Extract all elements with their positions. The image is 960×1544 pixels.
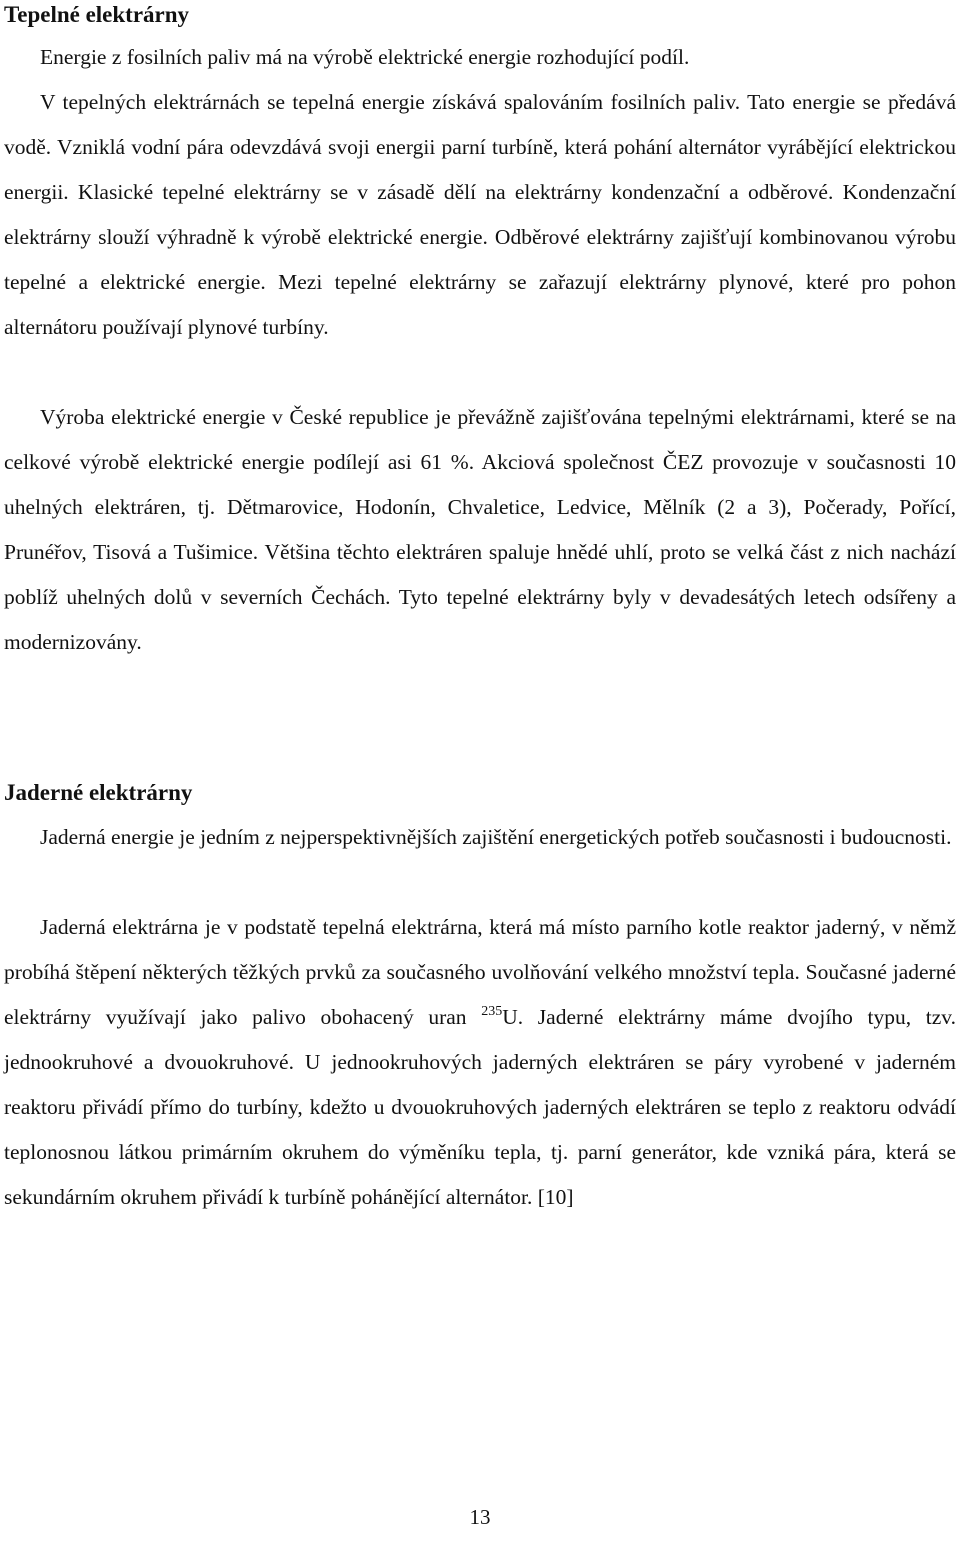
- isotope-mass-number: 235: [481, 1004, 503, 1019]
- nuclear-principle-text: Jaderná elektrárna je v podstatě tepelná elektrárna, která má místo parního kotle reaktor jaderný, v němž probíhá štěpení některých těžkých prvků za současného uvolňování velkého množství tepla. Současné jaderné elektrárny využívají jako palivo obohacený uran: [4, 915, 956, 1029]
- section-heading-thermal: Tepelné elektrárny: [4, 2, 190, 27]
- paragraph-thermal-principle: V tepelných elektrárnách se tepelná energie získává spalováním fosilních paliv. Tato energie se předává vodě. Vzniklá vodní pára odevzdává svoji energii parní turbíně, která pohání alternátor vyrábějící elektrickou energii. Klasické tepelné elektrárny se v zásadě dělí na elektrárny kondenzační a odběrové. Kondenzační elektrárny slouží výhradně k výrobě elektrické energie. Odběrové elektrárny zajišťují kombinovanou výrobu tepelné a elektrické energie. Mezi tepelné elektrárny se zařazují elektrárny plynové, které pro pohon alternátoru používají plynové turbíny.: [4, 90, 956, 339]
- paragraph-nuclear-principle: [4, 905, 956, 1220]
- paragraph-czech-production: Výroba elektrické energie v České republice je převážně zajišťována tepelnými elektrárnami, které se na celkové výrobě elektrické energie podílejí asi 61 %. Akciová společnost ČEZ provozuje v současnosti 10 uhelných elektráren, tj. Dětmarovice, Hodonín, Chvaletice, Ledvice, Mělník (2 a 3), Počerady, Pořící, Prunéřov, Tisová a Tušimice. Většina těchto elektráren spaluje hnědé uhlí, proto se velká část z nich nachází poblíž uhelných dolů v severních Čechách. Tyto tepelné elektrárny byly v devadesátých letech odsířeny a modernizovány.: [4, 405, 956, 654]
- section-heading-nuclear: Jaderné elektrárny: [4, 780, 193, 805]
- nuclear-principle-continuation: U. Jaderné elektrárny máme dvojího typu, tzv. jednookruhové a dvouokruhové. U jednookruhových jaderných elektráren se páry vyrobené v jaderném reaktoru přivádí přímo do turbíny, kdežto u dvouokruhových jaderných elektráren se teplo z reaktoru odvádí teplonosnou látkou primárním okruhem do výměníku tepla, tj. parní generátor, kde vzniká pára, která se sekundárním okruhem přivádí k turbíně pohánějící alternátor. [10]: [4, 1005, 956, 1209]
- paragraph-fossil-share: Energie z fosilních paliv má na výrobě elektrické energie rozhodující podíl.: [40, 45, 690, 69]
- page-number: 13: [469, 1505, 491, 1529]
- paragraph-nuclear-perspective: Jaderná energie je jedním z nejperspektivnějších zajištění energetických potřeb současnosti i budoucnosti.: [40, 825, 952, 849]
